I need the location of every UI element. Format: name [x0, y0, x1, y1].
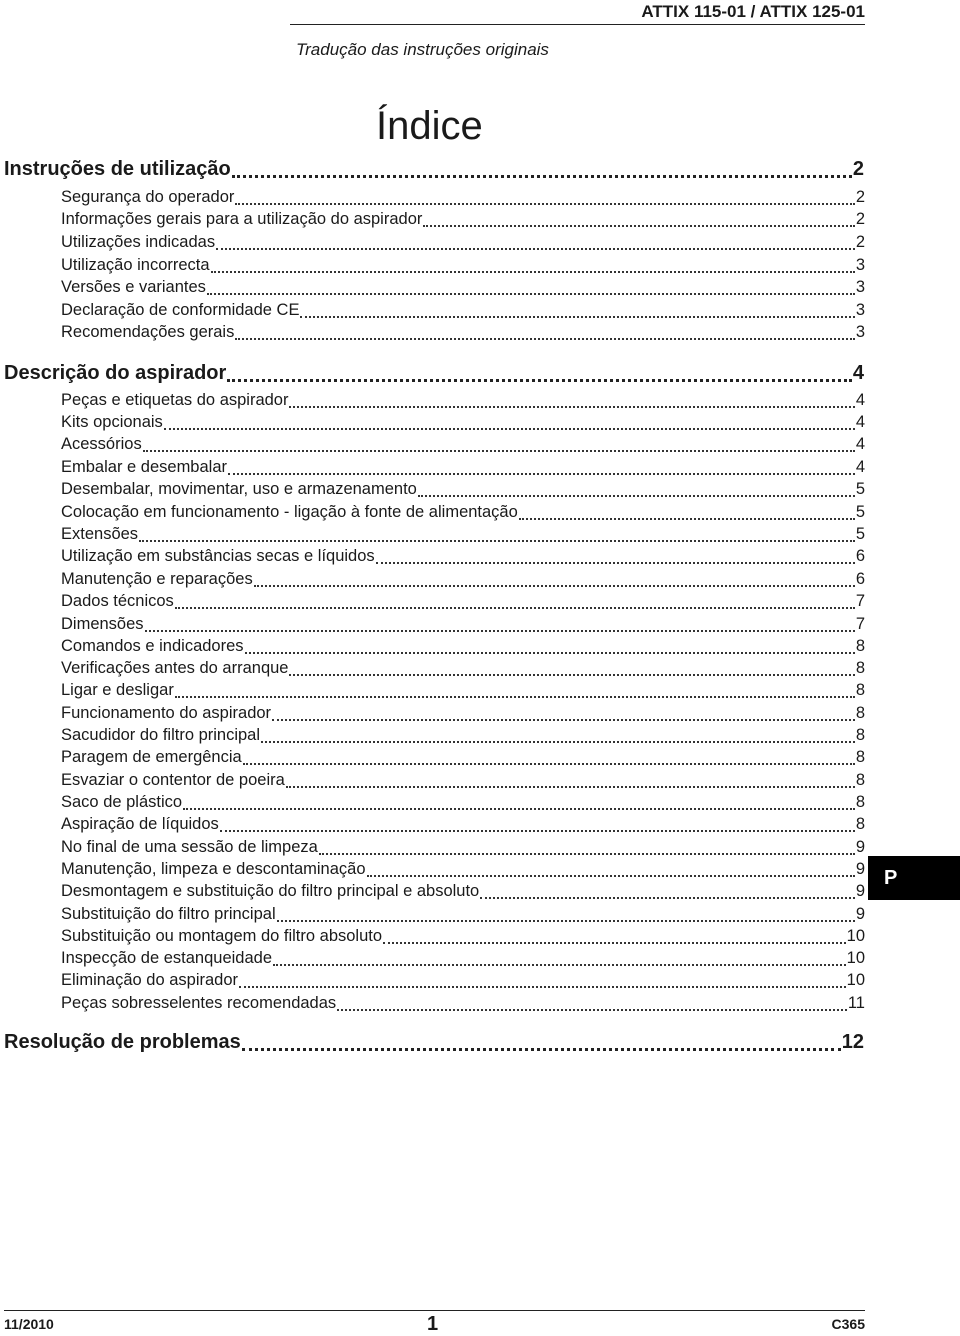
toc-entry-title: Extensões	[61, 525, 139, 543]
toc-entry-page: 10	[846, 927, 865, 945]
dot-leader	[519, 518, 855, 520]
toc-entry-title: Versões e variantes	[61, 278, 206, 296]
toc-entry-title: Peças sobresselentes recomendadas	[61, 994, 337, 1012]
dot-leader	[175, 607, 855, 609]
dot-leader	[239, 986, 846, 988]
toc-entry-title: Manutenção, limpeza e descontaminação	[61, 860, 366, 878]
dot-leader	[228, 473, 855, 475]
toc-entry-title: Substituição do filtro principal	[61, 905, 276, 923]
toc-entry-page: 10	[846, 949, 865, 967]
dot-leader	[319, 853, 855, 855]
toc-entry-title: Paragem de emergência	[61, 748, 242, 766]
toc-entry-page: 4	[855, 435, 865, 453]
toc-section	[4, 158, 864, 184]
dot-leader	[175, 696, 855, 698]
toc-entry-title: Colocação em funcionamento - ligação à fonte de alimentação	[61, 503, 518, 521]
toc-entry	[61, 659, 865, 681]
dot-leader	[232, 175, 852, 178]
toc-entry	[61, 592, 865, 614]
toc-entry-page: 4	[852, 362, 864, 384]
dot-leader	[183, 808, 855, 810]
dot-leader	[139, 540, 855, 542]
toc-entry-title: Sacudidor do filtro principal	[61, 726, 261, 744]
dot-leader	[243, 763, 855, 765]
dot-leader	[235, 203, 854, 205]
toc-entry-title: Substituição ou montagem do filtro absoluto	[61, 927, 383, 945]
toc-entry-title: Manutenção e reparações	[61, 570, 253, 588]
toc-entry-page: 5	[855, 480, 865, 498]
toc-entry-page: 8	[855, 771, 865, 789]
toc-entry-page: 3	[855, 256, 865, 274]
toc-section	[4, 1031, 864, 1057]
toc-entry-page: 4	[855, 458, 865, 476]
toc-entry	[61, 681, 865, 703]
toc-entry	[61, 971, 865, 993]
dot-leader	[286, 786, 855, 788]
toc-entry-page: 7	[855, 592, 865, 610]
toc-entry-page: 8	[855, 681, 865, 699]
toc-entry-title: Dimensões	[61, 615, 144, 633]
toc-entry-title: Recomendações gerais	[61, 323, 235, 341]
toc-entry-title: Inspecção de estanqueidade	[61, 949, 273, 967]
toc-entry	[61, 949, 865, 971]
dot-leader	[143, 450, 855, 452]
toc-entry-page: 8	[855, 637, 865, 655]
toc-entry-title: Aspiração de líquidos	[61, 815, 219, 833]
toc-entry	[61, 391, 865, 413]
dot-leader	[261, 741, 855, 743]
dot-leader	[227, 379, 852, 382]
toc-entry-title: Kits opcionais	[61, 413, 163, 431]
toc-entry	[61, 994, 865, 1016]
toc-entry-page: 3	[855, 323, 865, 341]
toc-entry-title: Descrição do aspirador	[4, 362, 227, 384]
dot-leader	[376, 562, 855, 564]
toc-entry-title: Declaração de conformidade CE	[61, 301, 300, 319]
dot-leader	[337, 1009, 847, 1011]
toc-entry-page: 5	[855, 525, 865, 543]
toc-entry-page: 6	[855, 547, 865, 565]
toc-entry-title: Informações gerais para a utilização do aspirador	[61, 210, 423, 228]
toc-entry	[61, 233, 865, 255]
toc-entry	[61, 793, 865, 815]
toc-entry-page: 9	[855, 860, 865, 878]
toc-entry-title: Eliminação do aspirador	[61, 971, 239, 989]
toc-entry-page: 3	[855, 301, 865, 319]
toc-entry-page: 6	[855, 570, 865, 588]
toc-entry-title: Resolução de problemas	[4, 1031, 241, 1053]
toc-entry	[61, 278, 865, 300]
toc-entry	[61, 458, 865, 480]
subtitle: Tradução das instruções originais	[296, 40, 549, 59]
toc-entry-title: Ligar e desligar	[61, 681, 174, 699]
toc-entry	[61, 323, 865, 345]
footer-page-number: 1	[427, 1313, 439, 1335]
toc-entry-page: 8	[855, 659, 865, 677]
toc-entry	[61, 882, 865, 904]
toc-entry-title: Desmontagem e substituição do filtro principal e absoluto	[61, 882, 480, 900]
toc-entry	[61, 188, 865, 210]
dot-leader	[289, 674, 854, 676]
toc-entry-title: Utilizações indicadas	[61, 233, 216, 251]
toc-entry-page: 8	[855, 704, 865, 722]
toc-entry	[61, 547, 865, 569]
dot-leader	[289, 406, 854, 408]
dot-leader	[383, 942, 846, 944]
toc-entry-page: 9	[855, 882, 865, 900]
footer-code: C365	[831, 1316, 865, 1332]
toc-entry	[61, 860, 865, 882]
toc-entry	[61, 771, 865, 793]
dot-leader	[207, 293, 855, 295]
toc-entry-page: 8	[855, 815, 865, 833]
toc-entry-title: No final de uma sessão de limpeza	[61, 838, 318, 856]
dot-leader	[245, 652, 855, 654]
toc-entry	[61, 748, 865, 770]
page-title: Índice	[376, 104, 483, 148]
toc-entry-title: Instruções de utilização	[4, 158, 231, 180]
dot-leader	[277, 920, 855, 922]
toc-entry	[61, 615, 865, 637]
toc-entry-page: 4	[855, 413, 865, 431]
toc-entry	[61, 704, 865, 726]
toc-entry-title: Acessórios	[61, 435, 142, 453]
model-name: ATTIX 115-01 / ATTIX 125-01	[641, 2, 865, 21]
toc-entry-title: Dados técnicos	[61, 592, 174, 610]
dot-leader	[235, 338, 854, 340]
toc-entry-page: 11	[847, 994, 865, 1012]
toc-entry-title: Embalar e desembalar	[61, 458, 227, 476]
toc-entry-page: 9	[855, 905, 865, 923]
toc-entry-page: 2	[855, 233, 865, 251]
toc-entry-page: 5	[855, 503, 865, 521]
toc-entry	[61, 480, 865, 502]
toc-entry-title: Esvaziar o contentor de poeira	[61, 771, 285, 789]
dot-leader	[273, 964, 846, 966]
toc-entry-title: Verificações antes do arranque	[61, 659, 289, 677]
toc-entry-page: 7	[855, 615, 865, 633]
toc-entry	[61, 905, 865, 927]
toc-entry-page: 10	[846, 971, 865, 989]
header-rule	[290, 24, 865, 25]
toc-entry	[61, 815, 865, 837]
dot-leader	[164, 428, 855, 430]
toc-entry-page: 3	[855, 278, 865, 296]
toc-entry	[61, 570, 865, 592]
toc-entry	[61, 503, 865, 525]
toc-entry-title: Saco de plástico	[61, 793, 183, 811]
dot-leader	[300, 316, 854, 318]
toc-entry	[61, 210, 865, 232]
toc-entry	[61, 525, 865, 547]
toc-entry	[61, 413, 865, 435]
footer-rule	[4, 1310, 865, 1311]
toc-entry-title: Desembalar, movimentar, uso e armazenamento	[61, 480, 417, 498]
toc-entry-title: Peças e etiquetas do aspirador	[61, 391, 289, 409]
toc-entry	[61, 435, 865, 457]
dot-leader	[211, 271, 855, 273]
dot-leader	[418, 495, 855, 497]
toc-entry-page: 9	[855, 838, 865, 856]
dot-leader	[216, 248, 855, 250]
language-tab: P	[868, 856, 960, 900]
dot-leader	[423, 225, 854, 227]
toc-entry-page: 4	[855, 391, 865, 409]
toc-entry-title: Segurança do operador	[61, 188, 235, 206]
toc-entry-page: 8	[855, 793, 865, 811]
toc-section	[4, 362, 864, 388]
dot-leader	[145, 630, 855, 632]
dot-leader	[480, 897, 855, 899]
toc-entry	[61, 927, 865, 949]
toc-entry-title: Utilização incorrecta	[61, 256, 210, 274]
toc-entry-page: 8	[855, 726, 865, 744]
toc-entry	[61, 256, 865, 278]
dot-leader	[367, 875, 855, 877]
toc-entry	[61, 301, 865, 323]
toc-entry-page: 2	[855, 188, 865, 206]
toc-entry-title: Funcionamento do aspirador	[61, 704, 272, 722]
toc-entry-page: 2	[852, 158, 864, 180]
toc-entry-title: Utilização em substâncias secas e líquidos	[61, 547, 375, 565]
dot-leader	[242, 1048, 841, 1051]
toc-entry-page: 2	[855, 210, 865, 228]
footer-date: 11/2010	[4, 1316, 54, 1332]
toc-entry-page: 8	[855, 748, 865, 766]
toc-entry	[61, 637, 865, 659]
toc-entry	[61, 838, 865, 860]
toc-entry	[61, 726, 865, 748]
toc-entry-title: Comandos e indicadores	[61, 637, 244, 655]
dot-leader	[254, 585, 855, 587]
toc-entry-page: 12	[841, 1031, 864, 1053]
dot-leader	[220, 830, 855, 832]
dot-leader	[272, 719, 855, 721]
